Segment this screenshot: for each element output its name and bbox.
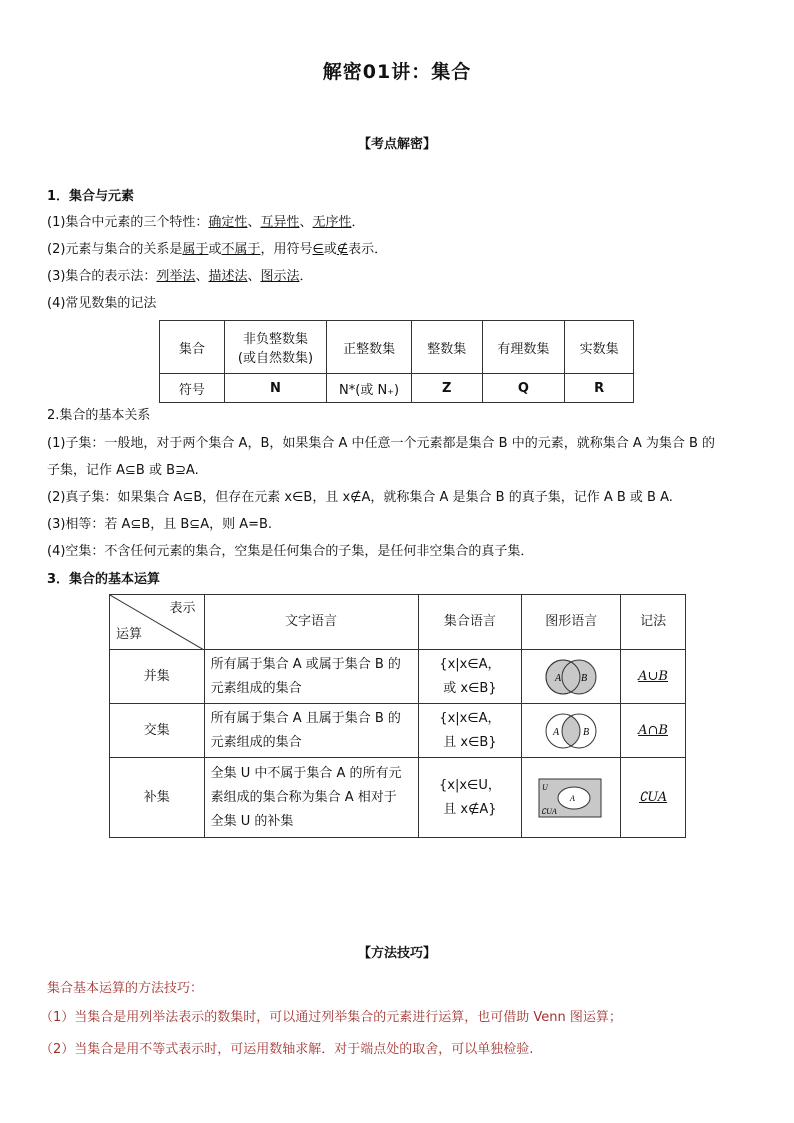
venn-intersection-diagram xyxy=(536,709,606,753)
s1-p2: (2)元素与集合的关系是属于或不属于，用符号∈或∉表示． xyxy=(47,242,388,257)
numsets-header-set: 集合 xyxy=(160,321,225,374)
s2-p4: (4)空集：不含任何元素的集合，空集是任何集合的子集，是任何非空集合的真子集． xyxy=(47,544,534,559)
tip-1: （1）当集合是用列举法表示的数集时，可以通过列举集合的元素进行运算，也可借助 Venn 图运算； xyxy=(40,1010,622,1025)
property-distinctness: 互异性 xyxy=(260,215,300,230)
op-set-line1: {x|x∈U， xyxy=(438,777,501,793)
s1-p2-mid: ，用符号 xyxy=(260,242,313,257)
section-heading-methods: 【方法技巧】 xyxy=(357,946,436,961)
op-graph-intersection xyxy=(522,704,621,758)
venn-union-diagram xyxy=(536,655,606,699)
natural-name-1: 非负整数集 xyxy=(242,332,308,347)
method-enumeration: 列举法 xyxy=(156,269,196,284)
op-text-line1: 所有属于集合 A 且属于集合 B 的 xyxy=(210,710,401,726)
method-diagram: 图示法 xyxy=(260,269,300,284)
venn-complement-diagram xyxy=(538,776,604,820)
op-text xyxy=(204,758,418,838)
relation-belongs: 属于 xyxy=(182,242,209,257)
op-notation: A∩B xyxy=(621,704,686,758)
s2-p1-line2: 子集，记作 A⊆B 或 B⊇A. xyxy=(47,463,199,478)
numsets-col-real: 实数集 xyxy=(565,321,634,374)
op-text-line2: 素组成的集合称为集合 A 相对于 xyxy=(210,789,397,805)
symbol-rational: Q xyxy=(482,374,565,403)
op-set xyxy=(418,704,522,758)
op-graph-union xyxy=(522,650,621,704)
number-sets-table xyxy=(159,320,634,403)
page-title: 解密01讲：集合 xyxy=(322,61,472,83)
ops-header-set: 集合语言 xyxy=(418,595,522,650)
op-text xyxy=(204,650,418,704)
corner-bottom-label: 运算 xyxy=(116,627,143,642)
op-set-line1: {x|x∈A， xyxy=(439,656,501,672)
ops-corner-cell xyxy=(110,595,205,650)
ops-header-graph: 图形语言 xyxy=(522,595,621,650)
op-text-line1: 全集 U 中不属于集合 A 的所有元 xyxy=(210,765,402,781)
symbol-not-in: ∉ xyxy=(336,242,349,257)
s1-p2-suffix: 表示． xyxy=(348,242,388,257)
numsets-col-positive: 正整数集 xyxy=(327,321,412,374)
tip-2: （2）当集合是用不等式表示时，可运用数轴求解．对于端点处的取舍，可以单独检验. xyxy=(40,1042,534,1057)
venn-union-b: B xyxy=(581,672,588,684)
op-notation: A∪B xyxy=(621,650,686,704)
op-notation: ∁UA xyxy=(621,758,686,838)
tips-heading: 集合基本运算的方法技巧： xyxy=(47,981,204,996)
op-text-line1: 所有属于集合 A 或属于集合 B 的 xyxy=(210,656,401,672)
op-set-line2: 且 x∈B} xyxy=(443,734,497,750)
venn-intersection-a: A xyxy=(553,726,560,738)
op-text-line2: 元素组成的集合 xyxy=(210,680,302,696)
op-set-line2: 或 x∈B} xyxy=(443,680,497,696)
op-text-line2: 元素组成的集合 xyxy=(210,734,302,750)
ops-row-intersection xyxy=(110,704,686,758)
symbol-in: ∈ xyxy=(312,242,324,257)
s2-p3: (3)相等：若 A⊆B，且 B⊆A，则 A=B. xyxy=(47,517,273,532)
op-graph-complement xyxy=(522,758,621,838)
symbol-integer: Z xyxy=(411,374,482,403)
venn-union-a: A xyxy=(555,672,562,684)
s1-p1-prefix: (1)集合中元素的三个特性： xyxy=(47,215,209,230)
property-certainty: 确定性 xyxy=(208,215,248,230)
section-heading-key-points: 【考点解密】 xyxy=(357,137,436,152)
s1-p3: (3)集合的表示法：列举法、描述法、图示法． xyxy=(47,269,313,284)
venn-complement-a: A xyxy=(570,793,576,803)
s2-p1-line1: (1)子集：一般地，对于两个集合 A，B，如果集合 A 中任意一个元素都是集合 B 中的元素，就称集合 A 为集合 B 的 xyxy=(47,436,716,451)
s1-p1: (1)集合中元素的三个特性：确定性、互异性、无序性． xyxy=(47,215,365,230)
set-operations-table xyxy=(109,594,686,838)
corner-top-label: 表示 xyxy=(169,601,196,616)
numsets-col-natural xyxy=(224,321,327,374)
s1-p4: (4)常见数集的记法 xyxy=(47,296,157,311)
numsets-header-symbol: 符号 xyxy=(160,374,225,403)
op-name: 补集 xyxy=(110,758,205,838)
s1-p2-prefix: (2)元素与集合的关系是 xyxy=(47,242,183,257)
numsets-col-integer: 整数集 xyxy=(411,321,482,374)
numsets-col-rational: 有理数集 xyxy=(482,321,565,374)
ops-row-union xyxy=(110,650,686,704)
venn-intersection-b: B xyxy=(583,726,590,738)
op-name: 交集 xyxy=(110,704,205,758)
symbol-positive: N*(或 N₊) xyxy=(327,374,412,403)
op-set-line2: 且 x∉A} xyxy=(443,801,497,817)
relation-not-belongs: 不属于 xyxy=(221,242,261,257)
ops-row-complement xyxy=(110,758,686,838)
ops-header-notation: 记法 xyxy=(621,595,686,650)
symbol-natural: N xyxy=(224,374,327,403)
op-set xyxy=(418,758,522,838)
natural-name-2: (或自然数集) xyxy=(237,351,314,366)
op-name: 并集 xyxy=(110,650,205,704)
op-set-line1: {x|x∈A， xyxy=(439,710,501,726)
op-set xyxy=(418,650,522,704)
s2-p2: (2)真子集：如果集合 A⊆B，但存在元素 x∈B，且 x∉A，就称集合 A 是集合 B 的真子集，记作 A B 或 B A. xyxy=(47,490,673,505)
method-description: 描述法 xyxy=(208,269,248,284)
ops-header-text: 文字语言 xyxy=(204,595,418,650)
venn-complement-u: U xyxy=(542,782,549,792)
op-text-line3: 全集 U 的补集 xyxy=(210,813,294,829)
op-text xyxy=(204,704,418,758)
symbol-real: R xyxy=(565,374,634,403)
s1-heading: 1．集合与元素 xyxy=(47,189,135,204)
s1-p3-prefix: (3)集合的表示法： xyxy=(47,269,157,284)
venn-complement-label: ∁UA xyxy=(541,806,557,816)
property-unordered: 无序性 xyxy=(312,215,352,230)
s3-heading: 3．集合的基本运算 xyxy=(47,572,161,587)
s2-heading: 2.集合的基本关系 xyxy=(47,408,151,423)
